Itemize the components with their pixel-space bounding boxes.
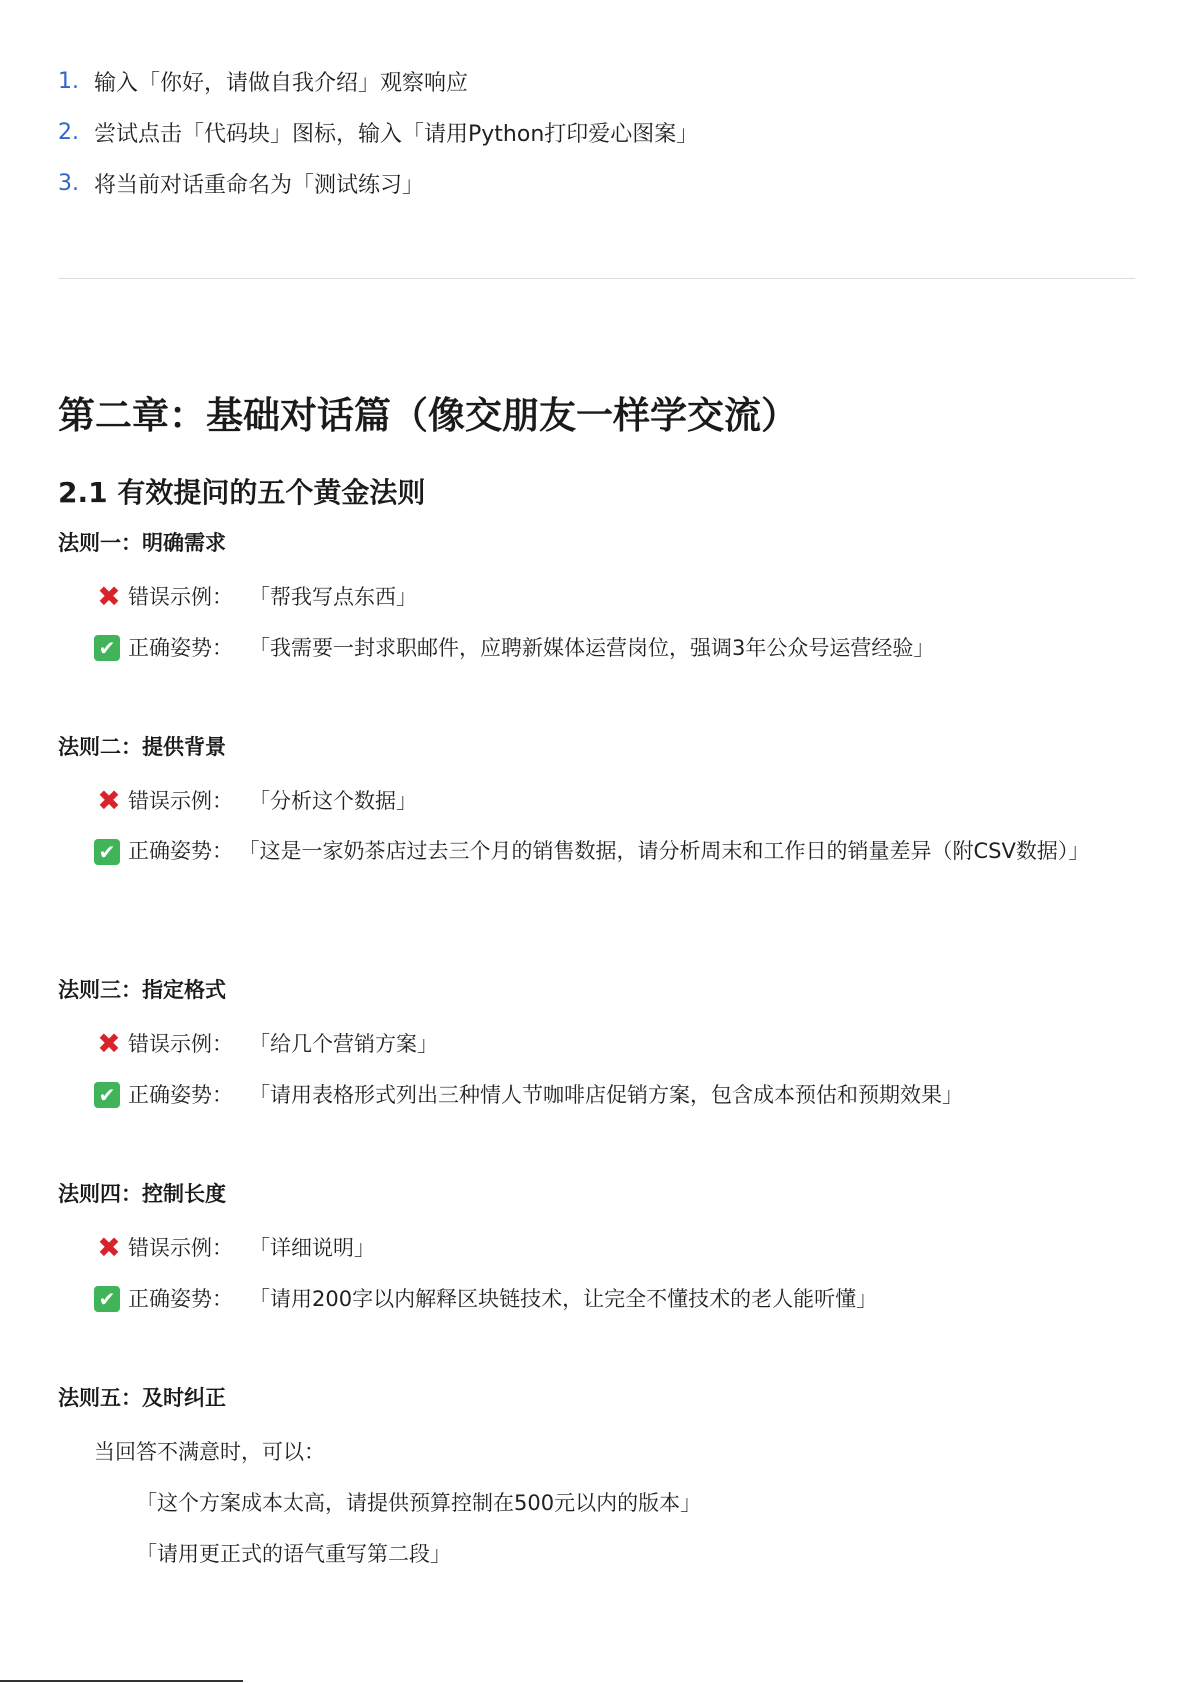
chapter-title: 第二章：基础对话篇（像交朋友一样学交流） <box>58 394 798 437</box>
right-example-label: 正确姿势： <box>128 839 233 863</box>
step-text: 将当前对话重命名为「测试练习」 <box>94 173 425 198</box>
practice-step <box>58 107 698 158</box>
right-example-line <box>94 1078 963 1112</box>
rule-title: 法则三：指定格式 <box>58 978 226 1002</box>
correction-intro: 当回答不满意时，可以： <box>94 1440 325 1464</box>
practice-step-list <box>58 56 698 209</box>
rule-title: 法则二：提供背景 <box>58 735 226 759</box>
right-example-label: 正确姿势： <box>128 1287 233 1311</box>
footnote-rule <box>0 1680 243 1682</box>
wrong-example-line <box>94 580 417 614</box>
right-example-text: 「请用200字以内解释区块链技术，让完全不懂技术的老人能听懂」 <box>249 1287 878 1311</box>
wrong-example-label: 错误示例： <box>128 585 233 609</box>
right-example-label: 正确姿势： <box>128 636 233 660</box>
wrong-example-text: 「详细说明」 <box>249 1236 375 1260</box>
wrong-example-line <box>94 1231 375 1265</box>
rule-title: 法则一：明确需求 <box>58 531 226 555</box>
wrong-example-label: 错误示例： <box>128 1032 233 1056</box>
right-example-label: 正确姿势： <box>128 1083 233 1107</box>
right-example-text: 「这是一家奶茶店过去三个月的销售数据，请分析周末和工作日的销量差异（附CSV数据）」 <box>249 839 1090 863</box>
rule-title: 法则五：及时纠正 <box>58 1386 226 1410</box>
rule-title: 法则四：控制长度 <box>58 1182 226 1206</box>
wrong-example-text: 「分析这个数据」 <box>249 789 417 813</box>
check-mark-icon: ✔ <box>94 1082 120 1108</box>
step-number: 1. <box>58 69 79 94</box>
wrong-example-line <box>94 784 417 818</box>
section-title: 2.1 有效提问的五个黄金法则 <box>58 476 426 509</box>
wrong-example-line <box>94 1027 438 1061</box>
check-mark-icon: ✔ <box>94 635 120 661</box>
practice-step <box>58 56 698 107</box>
right-example-text: 「我需要一封求职邮件，应聘新媒体运营岗位，强调3年公众号运营经验」 <box>249 636 935 660</box>
section-divider <box>58 278 1135 279</box>
check-mark-icon: ✔ <box>94 1286 120 1312</box>
step-text: 输入「你好，请做自我介绍」观察响应 <box>94 71 469 96</box>
wrong-example-label: 错误示例： <box>128 1236 233 1260</box>
correction-example: 「这个方案成本太高，请提供预算控制在500元以内的版本」 <box>136 1491 702 1515</box>
wrong-example-text: 「给几个营销方案」 <box>249 1032 438 1056</box>
cross-mark-icon: ✖ <box>97 580 121 613</box>
cross-mark-icon: ✖ <box>97 1027 121 1060</box>
right-example-line <box>94 1282 877 1316</box>
wrong-example-label: 错误示例： <box>128 789 233 813</box>
check-mark-icon: ✔ <box>94 839 120 865</box>
wrong-example-text: 「帮我写点东西」 <box>249 585 417 609</box>
cross-mark-icon: ✖ <box>97 784 121 817</box>
cross-mark-icon: ✖ <box>97 1231 121 1264</box>
right-example-text: 「请用表格形式列出三种情人节咖啡店促销方案，包含成本预估和预期效果」 <box>249 1083 963 1107</box>
step-number: 3. <box>58 171 79 196</box>
right-example-line <box>94 832 1139 870</box>
practice-step <box>58 158 698 209</box>
right-example-line <box>94 631 934 665</box>
step-number: 2. <box>58 120 79 145</box>
correction-example: 「请用更正式的语气重写第二段」 <box>136 1542 451 1566</box>
step-text: 尝试点击「代码块」图标，输入「请用Python打印爱心图案」 <box>94 122 699 147</box>
